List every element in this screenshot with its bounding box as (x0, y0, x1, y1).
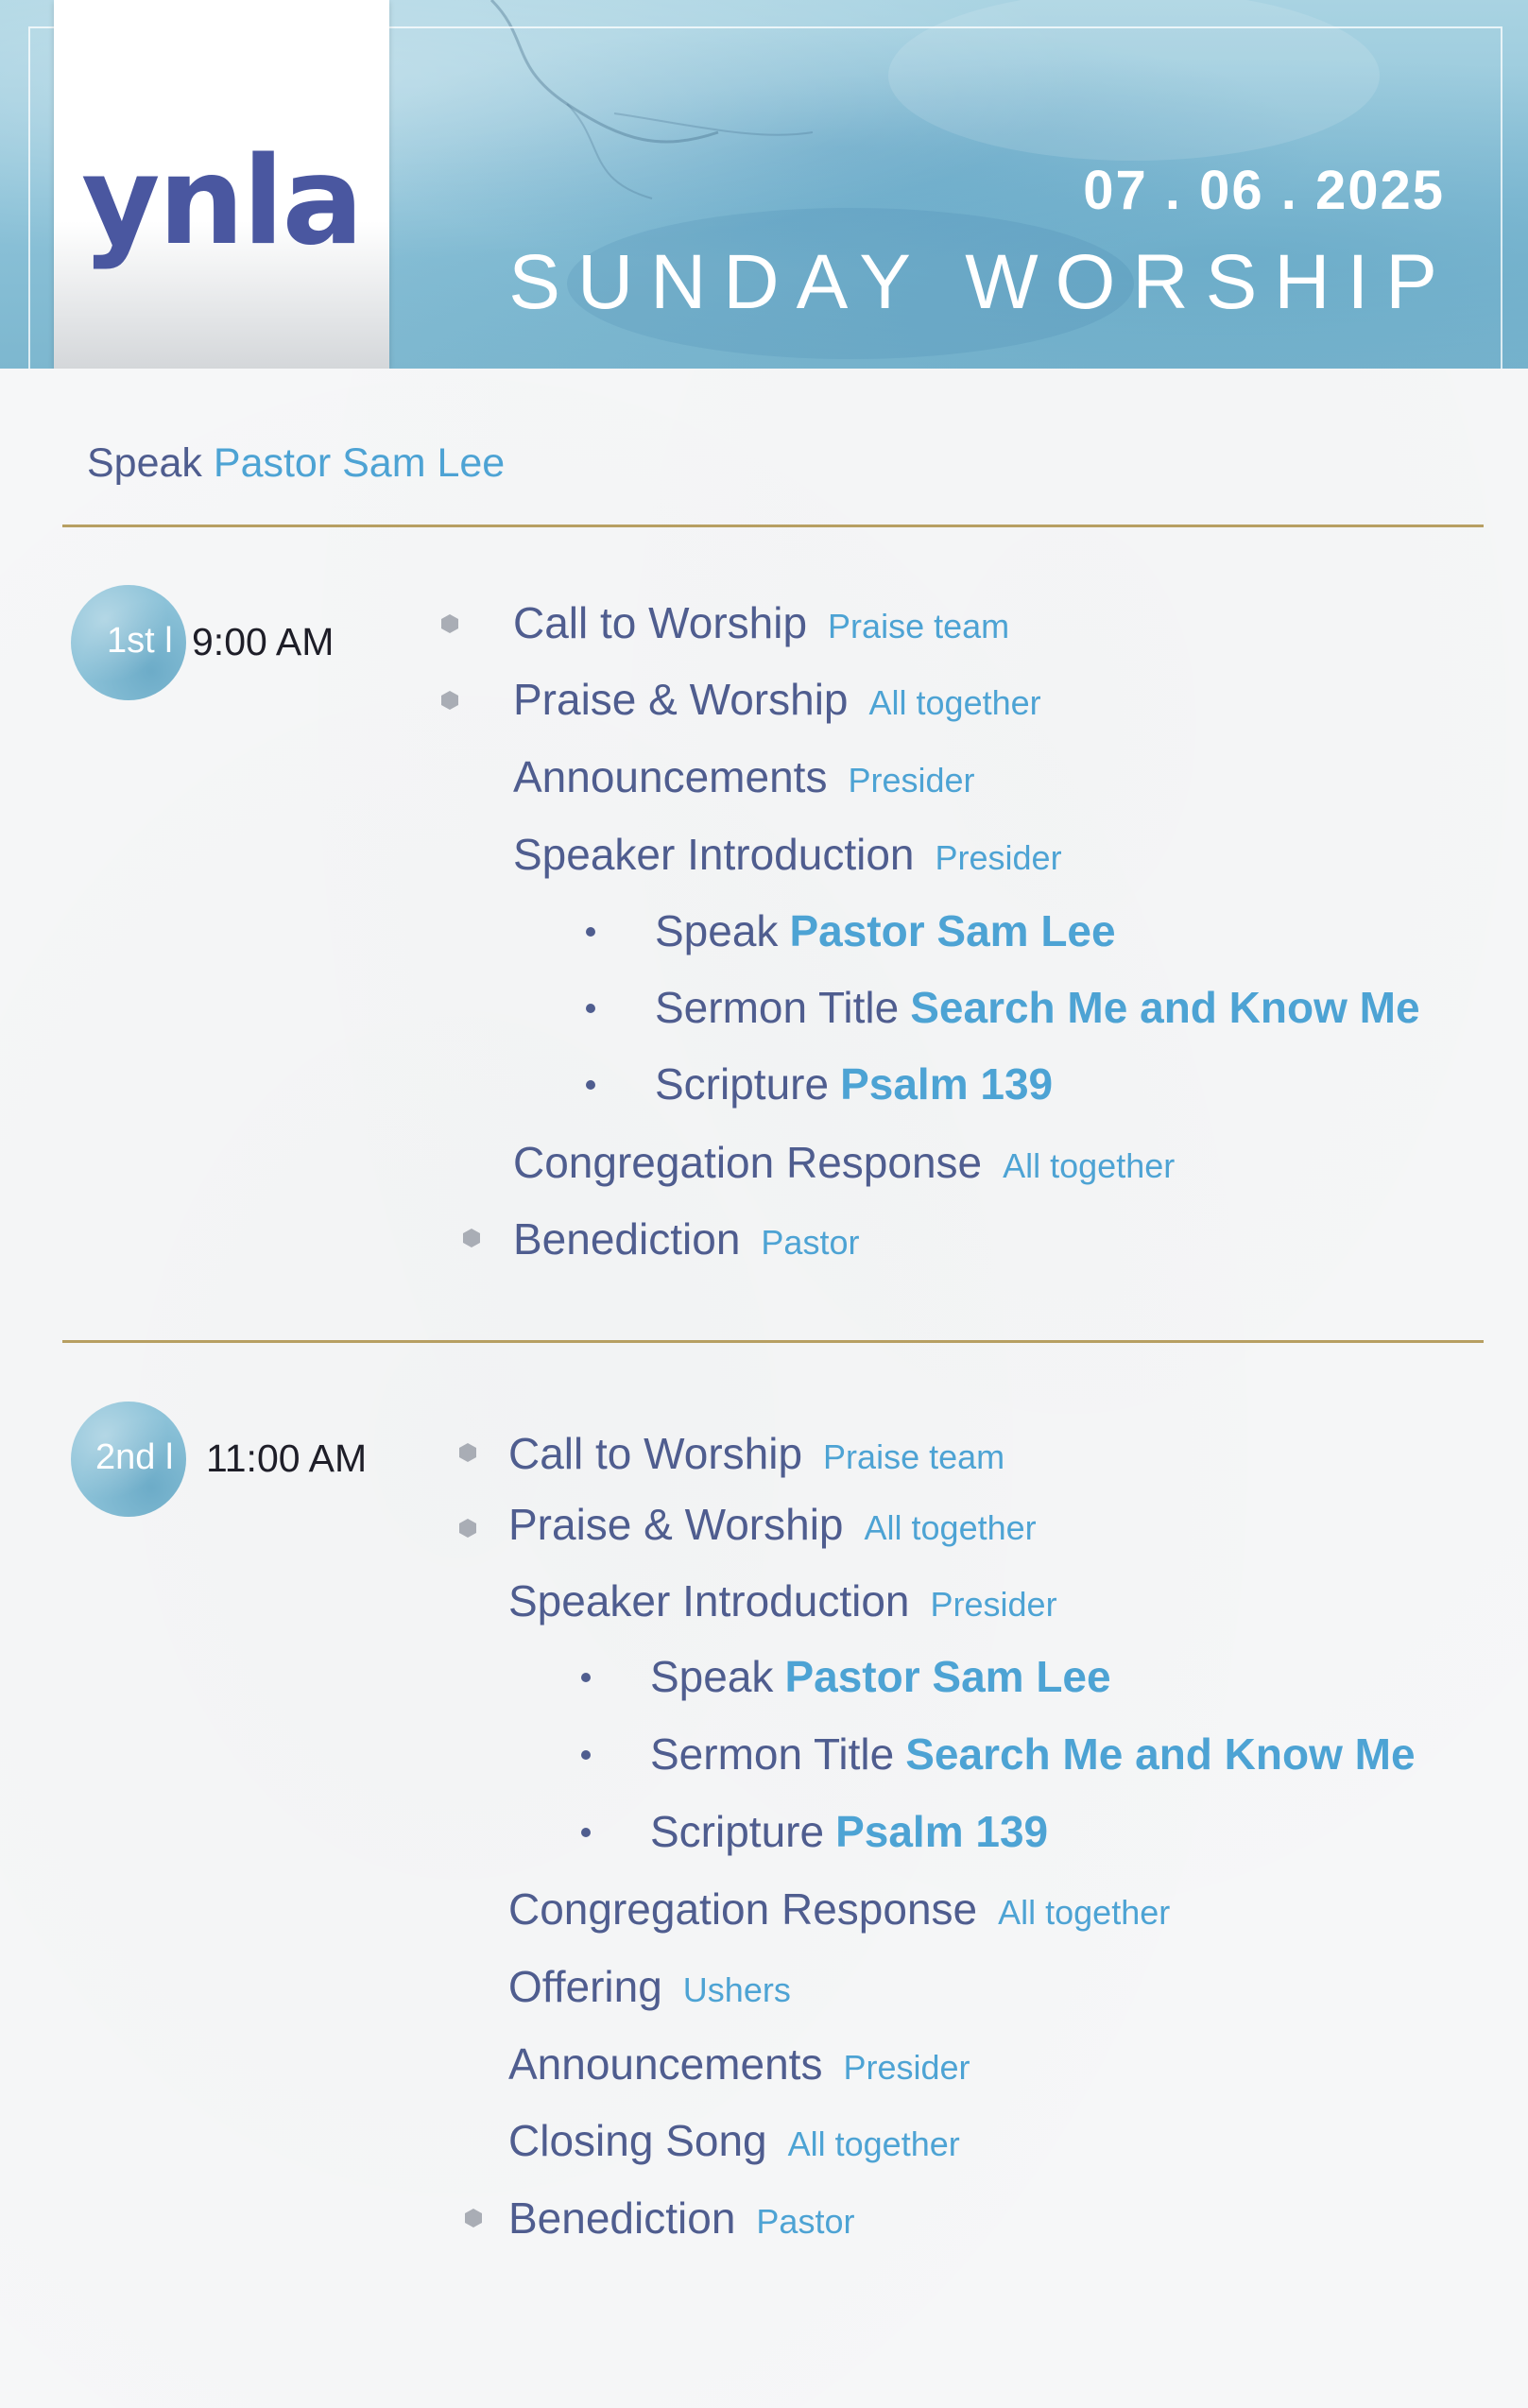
item-role: Praise team (828, 607, 1010, 645)
hexagon-bullet-icon (462, 1229, 481, 1247)
item-name: Scripture (655, 1059, 830, 1109)
program-item (508, 1961, 791, 2012)
item-value: Psalm 139 (840, 1059, 1054, 1109)
logo-card (54, 0, 389, 369)
service-badge-label: 1st l (107, 621, 173, 661)
item-role: All together (998, 1893, 1171, 1932)
program-item (513, 597, 1009, 648)
bullet-dot-icon (586, 1004, 595, 1013)
program-item (513, 829, 1062, 880)
program-subitem (655, 905, 1116, 956)
program-subitem (655, 1058, 1053, 1109)
service-time: 9:00 AM (192, 620, 335, 663)
program-item (508, 1499, 1037, 1550)
program-subitem (650, 1729, 1416, 1780)
hexagon-bullet-icon (458, 1443, 477, 1462)
header-banner (0, 0, 1528, 369)
bullet-dot-icon (581, 1828, 591, 1837)
item-name: Call to Worship (513, 598, 808, 647)
bullet-dot-icon (581, 1673, 591, 1682)
program-item (513, 751, 975, 802)
logo: ynla (81, 131, 362, 272)
item-role: Pastor (761, 1223, 860, 1262)
divider-middle (62, 1340, 1484, 1343)
service-badge-label: 2nd l (95, 1437, 174, 1477)
item-name: Praise & Worship (508, 1500, 844, 1549)
program-item (513, 1137, 1175, 1188)
program-item (508, 2038, 970, 2090)
hexagon-bullet-icon (440, 691, 459, 710)
speaker-name: Pastor Sam Lee (213, 440, 506, 486)
item-name: Call to Worship (508, 1429, 803, 1478)
hexagon-bullet-icon (458, 1519, 477, 1538)
hexagon-bullet-icon (440, 614, 459, 633)
item-role: All together (864, 1508, 1037, 1547)
page-title: SUNDAY WORSHIP (508, 239, 1454, 325)
item-role: Ushers (682, 1970, 791, 2009)
item-role: Presider (843, 2048, 970, 2087)
program-item (508, 2193, 854, 2244)
item-role: Presider (935, 838, 1062, 877)
item-name: Congregation Response (513, 1138, 983, 1187)
bullet-dot-icon (581, 1750, 591, 1760)
item-name: Sermon Title (655, 983, 900, 1032)
item-name: Announcements (508, 2039, 823, 2089)
bullet-dot-icon (586, 1080, 595, 1090)
item-role: Pastor (756, 2202, 855, 2241)
item-name: Benediction (513, 1214, 741, 1264)
item-name: Praise & Worship (513, 675, 849, 724)
item-name: Speak (655, 906, 779, 955)
item-value: Search Me and Know Me (905, 1729, 1416, 1779)
service-time: 11:00 AM (206, 1436, 368, 1480)
program-item (508, 2115, 960, 2166)
program-item (508, 1575, 1057, 1626)
item-name: Closing Song (508, 2116, 767, 2165)
program-subitem (650, 1806, 1048, 1857)
program-item (513, 1213, 859, 1264)
item-name: Offering (508, 1962, 662, 2011)
item-name: Sermon Title (650, 1729, 895, 1779)
item-name: Speak (650, 1652, 774, 1701)
program-subitem (655, 982, 1420, 1033)
divider-top (62, 525, 1484, 527)
service-date: 07 . 06 . 2025 (1083, 160, 1445, 221)
speaker-line (87, 440, 505, 487)
item-role: All together (1003, 1146, 1176, 1185)
item-role: Praise team (823, 1437, 1005, 1476)
item-name: Scripture (650, 1807, 825, 1856)
program-item (508, 1883, 1170, 1935)
item-role: Presider (848, 761, 975, 800)
item-value: Pastor Sam Lee (789, 906, 1116, 955)
item-name: Benediction (508, 2193, 736, 2243)
bullet-dot-icon (586, 927, 595, 937)
program-subitem (650, 1651, 1111, 1702)
item-name: Speaker Introduction (513, 830, 915, 879)
item-value: Pastor Sam Lee (784, 1652, 1111, 1701)
item-role: All together (868, 683, 1041, 722)
item-name: Speaker Introduction (508, 1576, 910, 1625)
item-role: Presider (930, 1585, 1057, 1624)
item-name: Announcements (513, 752, 828, 801)
item-role: All together (787, 2124, 960, 2163)
speaker-label: Speak (87, 440, 202, 486)
hexagon-bullet-icon (464, 2209, 483, 2227)
item-name: Congregation Response (508, 1884, 978, 1934)
item-value: Search Me and Know Me (910, 983, 1420, 1032)
item-value: Psalm 139 (835, 1807, 1049, 1856)
program-item (513, 674, 1041, 725)
program-item (508, 1428, 1004, 1479)
